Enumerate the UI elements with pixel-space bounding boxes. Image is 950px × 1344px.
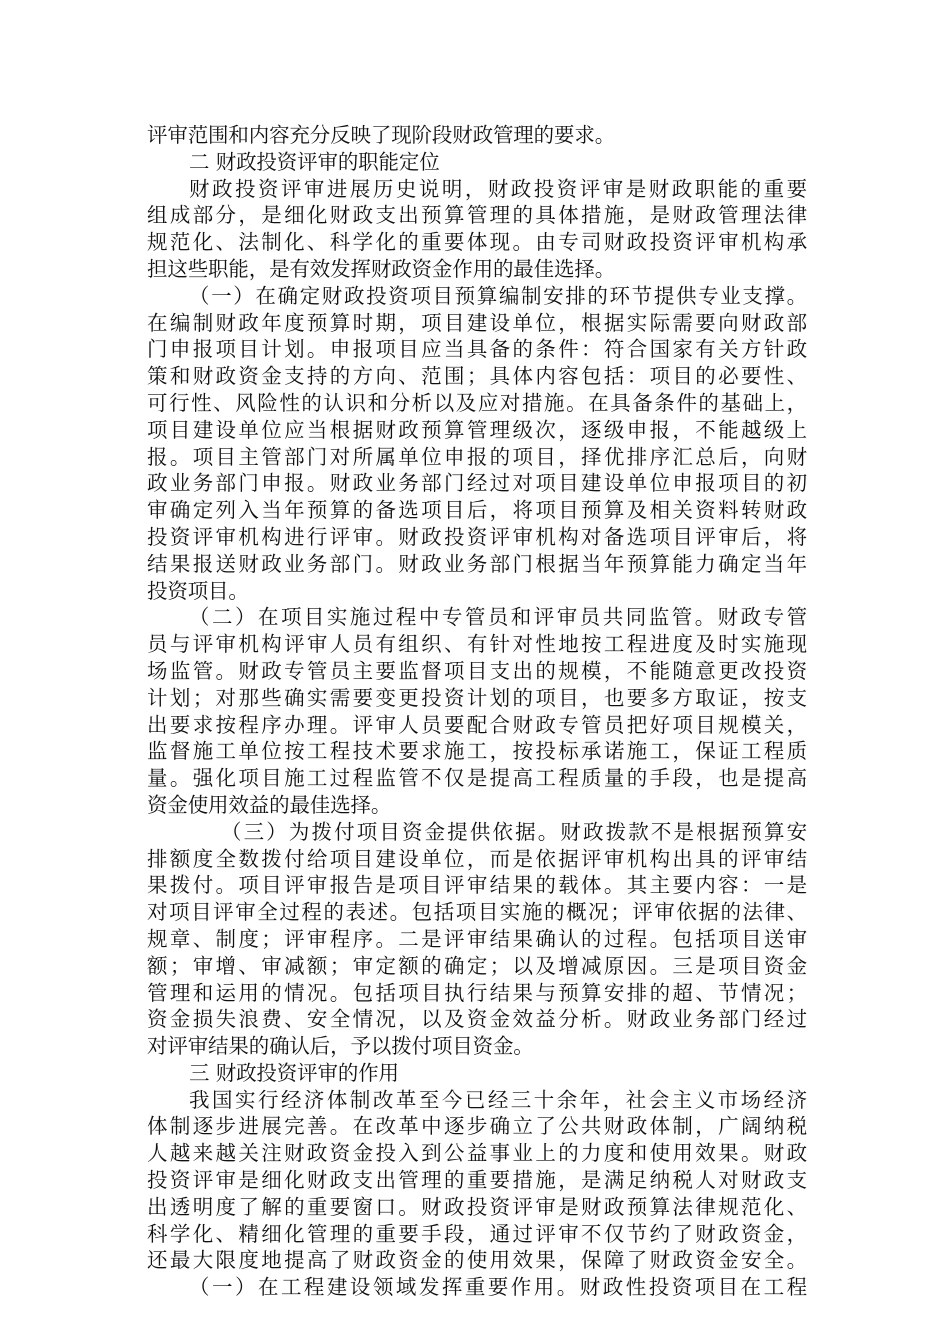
text-line: 财政投资评审进展历史说明，财政投资评审是财政职能的重要: [189, 176, 807, 201]
text-line: 规范化、法制化、科学化的重要体现。由专司财政投资评审机构承: [147, 230, 807, 255]
text-line: 二 财政投资评审的职能定位: [189, 149, 440, 174]
text-line: 额；审增、审减额；审定额的确定；以及增减原因。三是项目资金: [147, 953, 807, 978]
text-line: （一）在确定财政投资项目预算编制安排的环节提供专业支撑。: [189, 283, 807, 308]
text-line: 资金损失浪费、安全情况，以及资金效益分析。财政业务部门经过: [147, 1007, 807, 1032]
text-line: 投资项目。: [147, 578, 249, 603]
text-line: （三）为拨付项目资金提供依据。财政拨款不是根据预算安: [221, 819, 807, 844]
text-line: 对项目评审全过程的表述。包括项目实施的概况；评审依据的法律、: [147, 900, 807, 925]
text-line: 结果报送财政业务部门。财政业务部门根据当年预算能力确定当年: [147, 551, 807, 576]
text-line: 场监管。财政专管员主要监督项目支出的规模，不能随意更改投资: [147, 658, 807, 683]
text-line: 审确定列入当年预算的备选项目后，将项目预算及相关资料转财政: [147, 498, 807, 523]
text-line: 计划；对那些确实需要变更投资计划的项目，也要多方取证，按支: [147, 685, 807, 710]
text-line: 可行性、风险性的认识和分析以及应对措施。在具备条件的基础上，: [147, 390, 807, 415]
text-line: 排额度全数拨付给项目建设单位，而是依据评审机构出具的评审结: [147, 846, 807, 871]
text-line: 门申报项目计划。申报项目应当具备的条件：符合国家有关方针政: [147, 337, 807, 362]
text-line: 还最大限度地提高了财政资金的使用效果，保障了财政资金安全。: [147, 1248, 807, 1273]
text-line: 担这些职能，是有效发挥财政资金作用的最佳选择。: [147, 256, 616, 281]
text-line: 科学化、精细化管理的重要手段，通过评审不仅节约了财政资金，: [147, 1221, 807, 1246]
text-line: 出透明度了解的重要窗口。财政投资评审是财政预算法律规范化、: [147, 1194, 807, 1219]
text-line: 出要求按程序办理。评审人员要配合财政专管员把好项目规模关，: [147, 712, 807, 737]
text-line: 在编制财政年度预算时期，项目建设单位，根据实际需要向财政部: [147, 310, 807, 335]
text-line: 人越来越关注财政资金投入到公益事业上的力度和使用效果。财政: [147, 1141, 807, 1166]
text-line: 量。强化项目施工过程监管不仅是提高工程质量的手段，也是提高: [147, 766, 807, 791]
text-line: （一）在工程建设领域发挥重要作用。财政性投资项目在工程: [189, 1275, 807, 1300]
text-line: 项目建设单位应当根据财政预算管理级次，逐级申报，不能越级上: [147, 417, 807, 442]
text-line: 策和财政资金支持的方向、范围；具体内容包括：项目的必要性、: [147, 364, 807, 389]
text-line: 投资评审是细化财政支出管理的重要措施，是满足纳税人对财政支: [147, 1168, 807, 1193]
document-page: [147, 122, 807, 1301]
text-line: 评审范围和内容充分反映了现阶段财政管理的要求。: [147, 123, 616, 147]
text-line: 果拨付。项目评审报告是项目评审结果的载体。其主要内容：一是: [147, 873, 807, 898]
text-line: 政业务部门申报。财政业务部门经过对项目建设单位申报项目的初: [147, 471, 807, 496]
text-line: 规章、制度；评审程序。二是评审结果确认的过程。包括项目送审: [147, 926, 807, 951]
text-line: 三 财政投资评审的作用: [189, 1060, 399, 1085]
text-line: 监督施工单位按工程技术要求施工，按投标承诺施工，保证工程质: [147, 739, 807, 764]
text-line: 组成部分，是细化财政支出预算管理的具体措施，是财政管理法律: [147, 203, 807, 228]
text-line: 体制逐步进展完善。在改革中逐步确立了公共财政体制，广阔纳税: [147, 1114, 807, 1139]
text-line: 对评审结果的确认后，予以拨付项目资金。: [147, 1034, 534, 1059]
text-line: 投资评审机构进行评审。财政投资评审机构对备选项目评审后，将: [147, 524, 807, 549]
text-line: 管理和运用的情况。包括项目执行结果与预算安排的超、节情况；: [147, 980, 807, 1005]
text-line: 报。项目主管部门对所属单位申报的项目，择优排序汇总后，向财: [147, 444, 807, 469]
text-line: 我国实行经济体制改革至今已经三十余年，社会主义市场经济: [189, 1087, 807, 1112]
text-line: 员与评审机构评审人员有组织、有针对性地按工程进度及时实施现: [147, 632, 807, 657]
text-line: 资金使用效益的最佳选择。: [147, 792, 392, 817]
text-line: （二）在项目实施过程中专管员和评审员共同监管。财政专管: [189, 605, 807, 630]
